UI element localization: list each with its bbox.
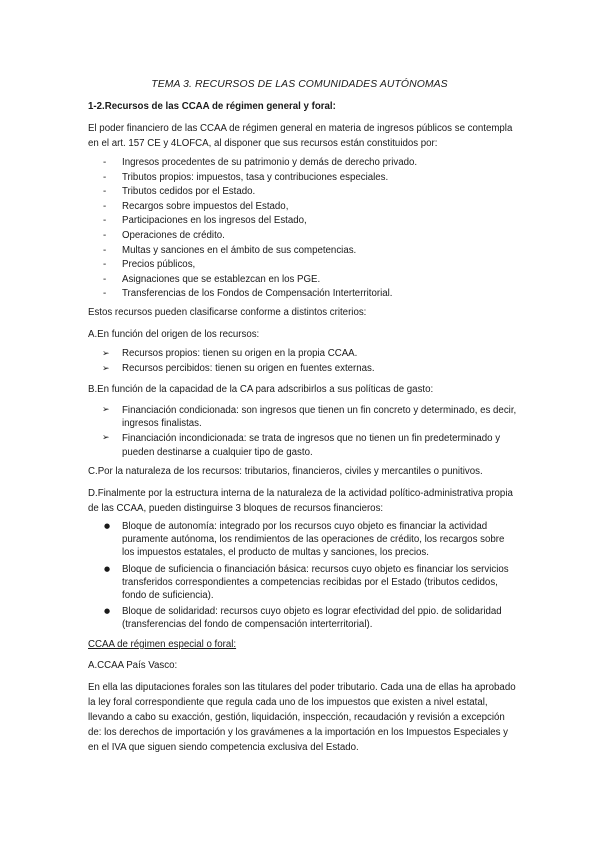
criterion-d-paragraph: D.Finalmente por la estructura interna de la naturaleza de la actividad político-administrativa propia de las CCAA, pueden distinguirse 3 bloques de recursos financieros: — [88, 488, 513, 514]
list-item: ● Bloque de suficiencia o financiación básica: recursos cuyo objeto es financiar los servicios transferidos correspondientes a competencias recibidas por el Estado (tributos cedidos, fondo de suficiencia). — [88, 563, 518, 603]
list-item: ● Bloque de autonomía: integrado por los recursos cuyo objeto es financiar la actividad puramente autónoma, los rendimientos de las operaciones de crédito, los recargos sobre los impuestos estatales, el producto de multas y sanciones, los precios. — [88, 520, 518, 560]
criterion-a-list — [88, 347, 518, 376]
section-heading-general-foral: 1-2.Recursos de las CCAA de régimen general y foral: — [88, 101, 336, 112]
list-item: ➢ Financiación condicionada: son ingresos que tienen un fin concreto y determinado, es decir, ingresos finalistas. — [88, 404, 518, 430]
page-title: TEMA 3. RECURSOS DE LAS COMUNIDADES AUTÓNOMAS — [151, 79, 448, 90]
list-item: - Tributos propios: impuestos, tasa y contribuciones especiales. — [88, 171, 518, 186]
list-item: ➢ Recursos propios: tienen su origen en la propia CCAA. — [88, 347, 518, 362]
pais-vasco-heading: A.CCAA País Vasco: — [88, 660, 178, 671]
criterion-d-list — [88, 520, 518, 632]
list-item: - Ingresos procedentes de su patrimonio y demás de derecho privado. — [88, 156, 518, 171]
list-item: - Recargos sobre impuestos del Estado, — [88, 200, 518, 215]
list-item: - Tributos cedidos por el Estado. — [88, 185, 518, 200]
classify-paragraph: Estos recursos pueden clasificarse conforme a distintos criterios: — [88, 307, 367, 318]
list-item: - Precios públicos, — [88, 258, 518, 273]
list-item: ➢ Financiación incondicionada: se trata de ingresos que no tienen un fin predeterminado y pueden destinarse a cualquier tipo de gasto. — [88, 432, 518, 458]
resources-list — [88, 156, 518, 302]
criterion-b-heading: B.En función de la capacidad de la CA para adscribirlos a sus políticas de gasto: — [88, 384, 434, 395]
section-heading-especial-foral: CCAA de régimen especial o foral: — [88, 639, 237, 650]
list-item: - Multas y sanciones en el ámbito de sus competencias. — [88, 244, 518, 259]
pais-vasco-paragraph: En ella las diputaciones forales son las titulares del poder tributario. Cada una de ellas ha aprobado la ley foral correspondiente que regula cada uno de los impuestos que existen a nivel estatal, llevando a cabo su exacción, gestión, liquidación, inspección, recaudación y revisión a excepción de: los derechos de importación y los gravámenes a la importación en los Impuestos Especiales y en el IVA que siguen siendo competencia exclusiva del Estado. — [88, 682, 516, 753]
list-item: - Operaciones de crédito. — [88, 229, 518, 244]
list-item: - Transferencias de los Fondos de Compensación Interterritorial. — [88, 287, 518, 302]
intro-paragraph: El poder financiero de las CCAA de régimen general en materia de ingresos públicos se contempla en el art. 157 CE y 4LOFCA, al disponer que sus recursos están constituidos por: — [88, 123, 513, 149]
criterion-a-heading: A.En función del origen de los recursos: — [88, 329, 260, 340]
criterion-b-list — [88, 404, 518, 459]
list-item: ➢ Recursos percibidos: tienen su origen en fuentes externas. — [88, 362, 518, 377]
criterion-c-paragraph: C.Por la naturaleza de los recursos: tributarios, financieros, civiles y mercantiles o punitivos. — [88, 466, 483, 477]
list-item: ● Bloque de solidaridad: recursos cuyo objeto es lograr efectividad del ppio. de solidaridad (transferencias del fondo de compensación interterritorial). — [88, 605, 518, 631]
list-item: - Asignaciones que se establezcan en los PGE. — [88, 273, 518, 288]
list-item: - Participaciones en los ingresos del Estado, — [88, 214, 518, 229]
